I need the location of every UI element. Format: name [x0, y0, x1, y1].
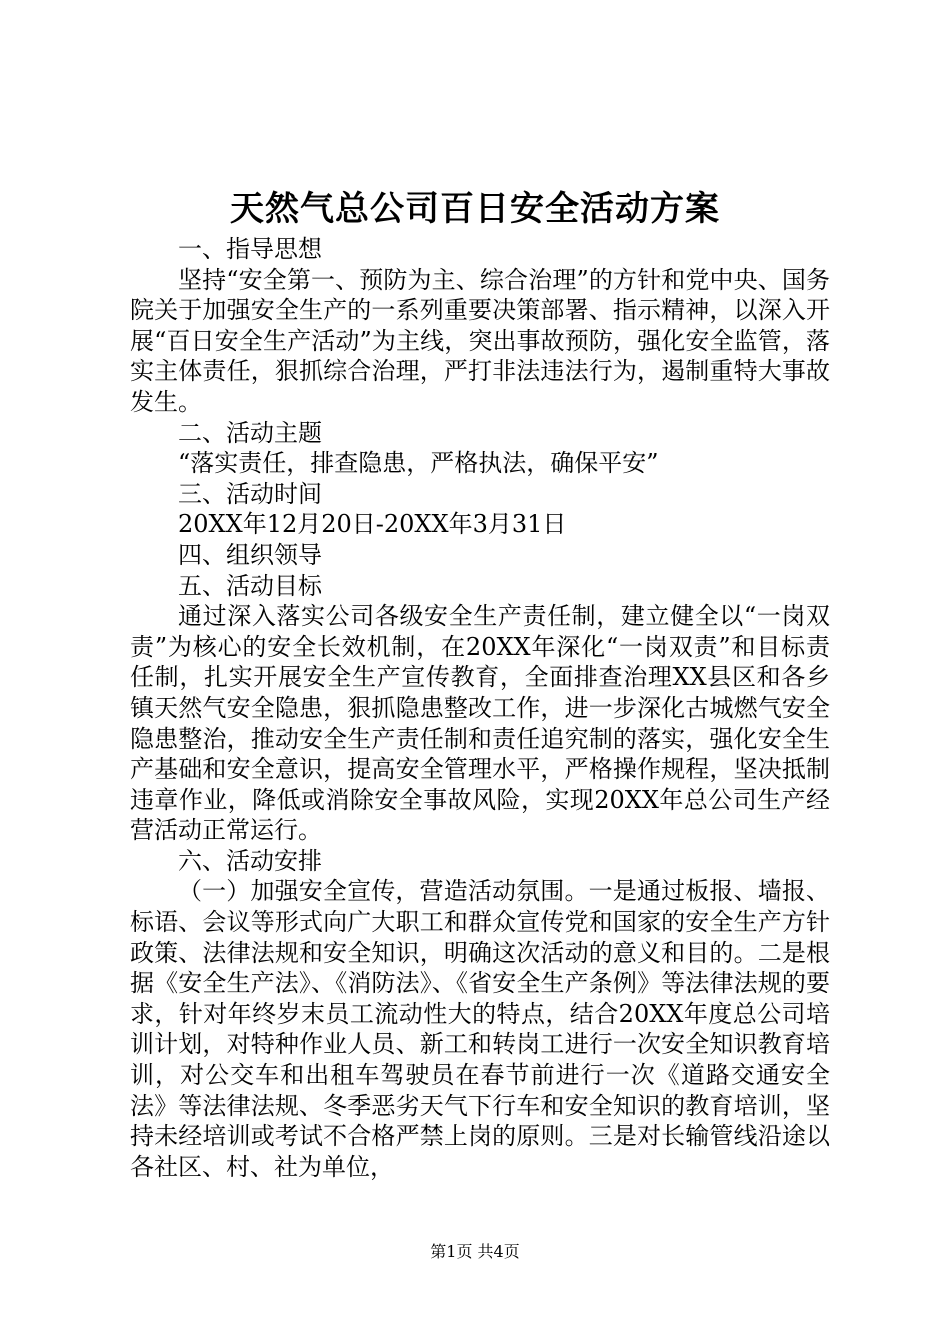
section-heading: 五、活动目标: [178, 571, 322, 600]
body-paragraph: “落实责任，排查隐患，严格执法，确保平安”: [178, 449, 659, 478]
page-footer: 第1页 共4页: [430, 1242, 520, 1261]
section-heading: 一、指导思想: [178, 235, 322, 263]
section-heading: 三、活动时间: [178, 479, 322, 508]
document-body: [130, 234, 830, 1182]
body-paragraph: 坚持“安全第一、预防为主、综合治理”的方针和党中央、国务院关于加强安全生产的一系列重要决策部署、指示精神，以深入开展“百日安全生产活动”为主线，突出事故预防，强化安全监管，落实主体责任，狠抓综合治理，严打非法违法行为，遏制重特大事故发生。: [130, 265, 830, 416]
section-heading: 二、活动主题: [178, 418, 322, 447]
section-heading: 四、组织领导: [178, 540, 322, 569]
body-paragraph: （一）加强安全宣传，营造活动氛围。一是通过板报、墙报、标语、会议等形式向广大职工和群众宣传党和国家的安全生产方针政策、法律法规和安全知识，明确这次活动的意义和目的。二是根据《安全生产法》、《消防法》、《省安全生产条例》等法律法规的要求，针对年终岁末员工流动性大的特点，结合20XX年度总公司培训计划，对特种作业人员、新工和转岗工进行一次安全知识教育培训，对公交车和出租车驾驶员在春节前进行一次《道路交通安全法》等法律法规、冬季恶劣天气下行车和安全知识的教育培训，坚持未经培训或考试不合格严禁上岗的原则。三是对长输管线沿途以各社区、村、社为单位，: [130, 877, 830, 1181]
body-paragraph: 通过深入落实公司各级安全生产责任制，建立健全以“一岗双责”为核心的安全长效机制，在20XX年深化“一岗双责”和目标责任制，扎实开展安全生产宣传教育，全面排查治理XX县区和各乡镇天然气安全隐患，狠抓隐患整改工作，进一步深化古城燃气安全隐患整治，推动安全生产责任制和责任追究制的落实，强化安全生产基础和安全意识，提高安全管理水平，严格操作规程，坚决抵制违章作业，降低或消除安全事故风险，实现20XX年总公司生产经营活动正常运行。: [130, 602, 830, 845]
section-heading: 六、活动安排: [178, 846, 322, 875]
body-paragraph: 20XX年12月20日-20XX年3月31日: [178, 510, 567, 539]
document-title: 天然气总公司百日安全活动方案: [230, 189, 720, 229]
